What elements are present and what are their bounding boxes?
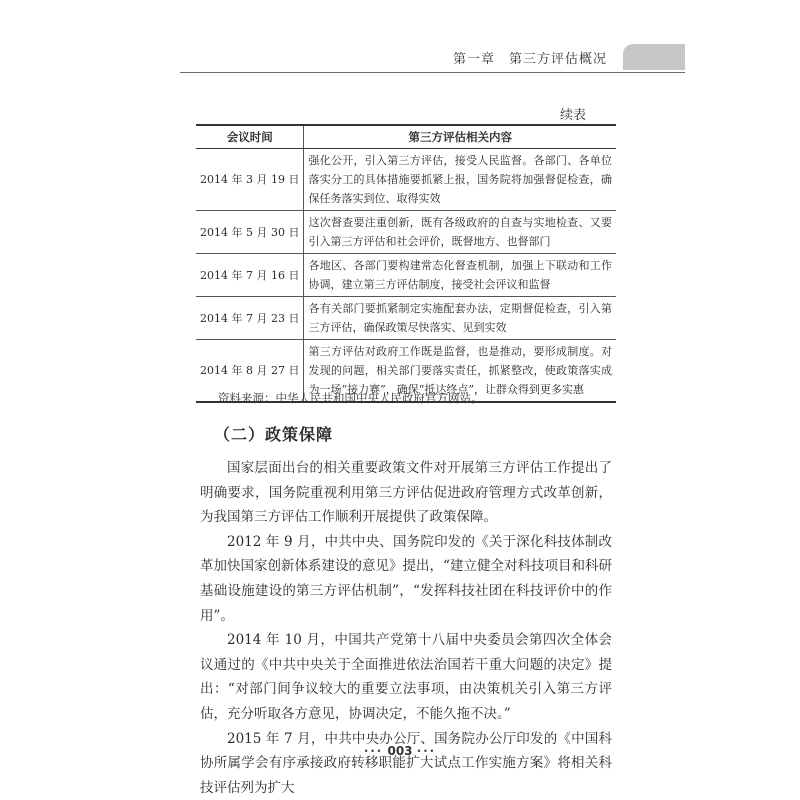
table-source-note: 资料来源：中华人民共和国中央人民政府官方网站。 (218, 391, 483, 405)
folio-dots-right: ••• (416, 747, 437, 756)
meeting-date: 2014 年 5 月 30 日 (196, 211, 304, 254)
table-row (196, 149, 616, 211)
meeting-content: 强化公开，引入第三方评估，接受人民监督。各部门、各单位落实分工的具体措施要抓紧上报，国务院将加强督促检查，确保任务落实到位、取得实效 (304, 149, 616, 211)
chapter-title: 第一章 第三方评估概况 (452, 52, 607, 67)
folio-dots-left: ••• (363, 747, 384, 756)
meeting-date: 2014 年 7 月 16 日 (196, 254, 304, 297)
meeting-content: 各地区、各部门要构建常态化督查机制，加强上下联动和工作协调，建立第三方评估制度，接受社会评议和监督 (304, 254, 616, 297)
paragraph: 2015 年 7 月，中共中央办公厅、国务院办公厅印发的《中国科协所属学会有序承接政府转移职能扩大试点工作实施方案》将相关科技评估列为扩大 (200, 730, 612, 796)
table-header-row (196, 125, 616, 149)
meeting-date: 2014 年 8 月 27 日 (196, 340, 304, 403)
column-header-date: 会议时间 (196, 125, 304, 149)
meeting-date: 2014 年 7 月 23 日 (196, 297, 304, 340)
table-row (196, 211, 616, 254)
page-number: 003 (387, 744, 413, 758)
meeting-content: 这次督查要注重创新，既有各级政府的自查与实地检查、又要引入第三方评估和社会评价，既督地方、也督部门 (304, 211, 616, 254)
paragraph: 2012 年 9 月，中共中央、国务院印发的《关于深化科技体制改革加快国家创新体系建设的意见》提出，“建立健全对科技项目和科研基础设施建设的第三方评估机制”，“发挥科技社团在科技评价中的作用”。 (200, 533, 612, 624)
running-header (180, 44, 685, 73)
paragraph: 2014 年 10 月，中国共产党第十八届中央委员会第四次全体会议通过的《中共中央关于全面推进依法治国若干重大问题的决定》提出：“对部门间争议较大的重要立法事项，由决策机关引入第三方评估，充分听取各方意见，协调决定，不能久拖不决。” (200, 632, 612, 722)
chapter-tab-marker (623, 44, 685, 70)
table-row (196, 254, 616, 297)
section-heading: （二）政策保障 (214, 425, 334, 444)
column-header-content: 第三方评估相关内容 (304, 125, 616, 149)
table-continued-label: 续表 (560, 108, 587, 123)
meeting-date: 2014 年 3 月 19 日 (196, 149, 304, 211)
meeting-content: 各有关部门要抓紧制定实施配套办法，定期督促检查，引入第三方评估，确保政策尽快落实、见到实效 (304, 297, 616, 340)
meeting-content: 第三方评估对政府工作既是监督，也是推动，要形成制度。对发现的问题，相关部门要落实责任，抓紧整改，使政策落实成为一场“接力赛”，确保“抵达终点”，让群众得到更多实惠 (304, 340, 616, 403)
meeting-table (196, 124, 616, 403)
paragraph: 国家层面出台的相关重要政策文件对开展第三方评估工作提出了明确要求，国务院重视利用第三方评估促进政府管理方式改革创新，为我国第三方评估工作顺利开展提供了政策保障。 (200, 460, 612, 526)
table-row (196, 297, 616, 340)
page-footer (0, 744, 800, 758)
